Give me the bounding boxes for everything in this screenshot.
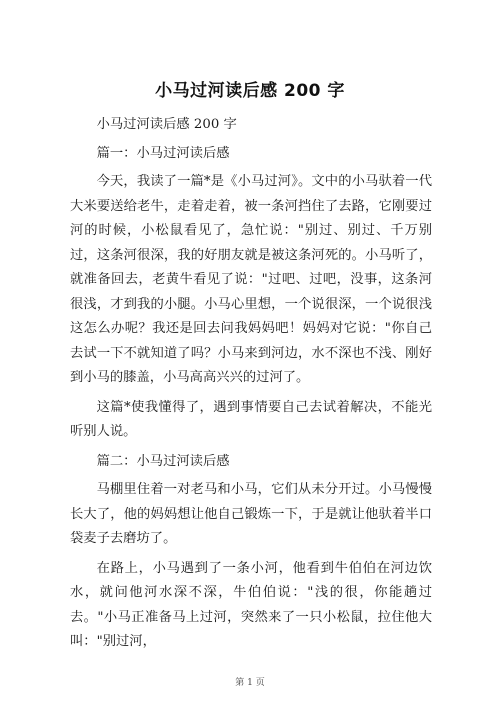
paragraph: 这篇*使我懂得了，遇到事情要自己去试着解决，不能光听别人说。: [70, 399, 432, 439]
document-body: [70, 113, 432, 660]
page-number: 第 1 页: [235, 678, 265, 688]
paragraph: 今天，我读了一篇*是《小马过河》。文中的小马驮着一代大米要送给老牛，走着走着，被一条河挡住了去路，它刚要过河的时候，小松鼠看见了，急忙说："别过、别过、千万别过，这条河很深，我的好朋友就是被这条河死的。小马听了，就准备回去，老黄牛看见了说："过吧、过吧，没事，这条河很浅，才到我的小腿。小马心里想，一个说很深，一个说很浅这怎么办呢？我还是回去问我妈妈吧！妈妈对它说："你自己去试一下不就知道了吗？小马来到河边，水不深也不浅、刚好到小马的膝盖，小马高高兴兴的过河了。: [70, 174, 432, 385]
paragraph: 在路上，小马遇到了一条小河，他看到牛伯伯在河边饮水，就问他河水深不深，牛伯伯说："浅的很，你能趟过去。"小马正准备马上过河，突然来了一只小松鼠，拉住他大叫："别过河，: [70, 560, 432, 649]
section-heading-2: 篇二：小马过河读后感: [96, 453, 230, 469]
page-title: 小马过河读后感 200 字: [155, 81, 345, 101]
paragraph: 马棚里住着一对老马和小马，它们从未分开过。小马慢慢长大了，他的妈妈想让他自己锻炼一下，于是就让他驮着半口袋麦子去磨坊了。: [70, 482, 432, 546]
section-heading-1: 篇一：小马过河读后感: [96, 145, 230, 161]
paragraph-heading: 小马过河读后感 200 字: [96, 117, 237, 132]
